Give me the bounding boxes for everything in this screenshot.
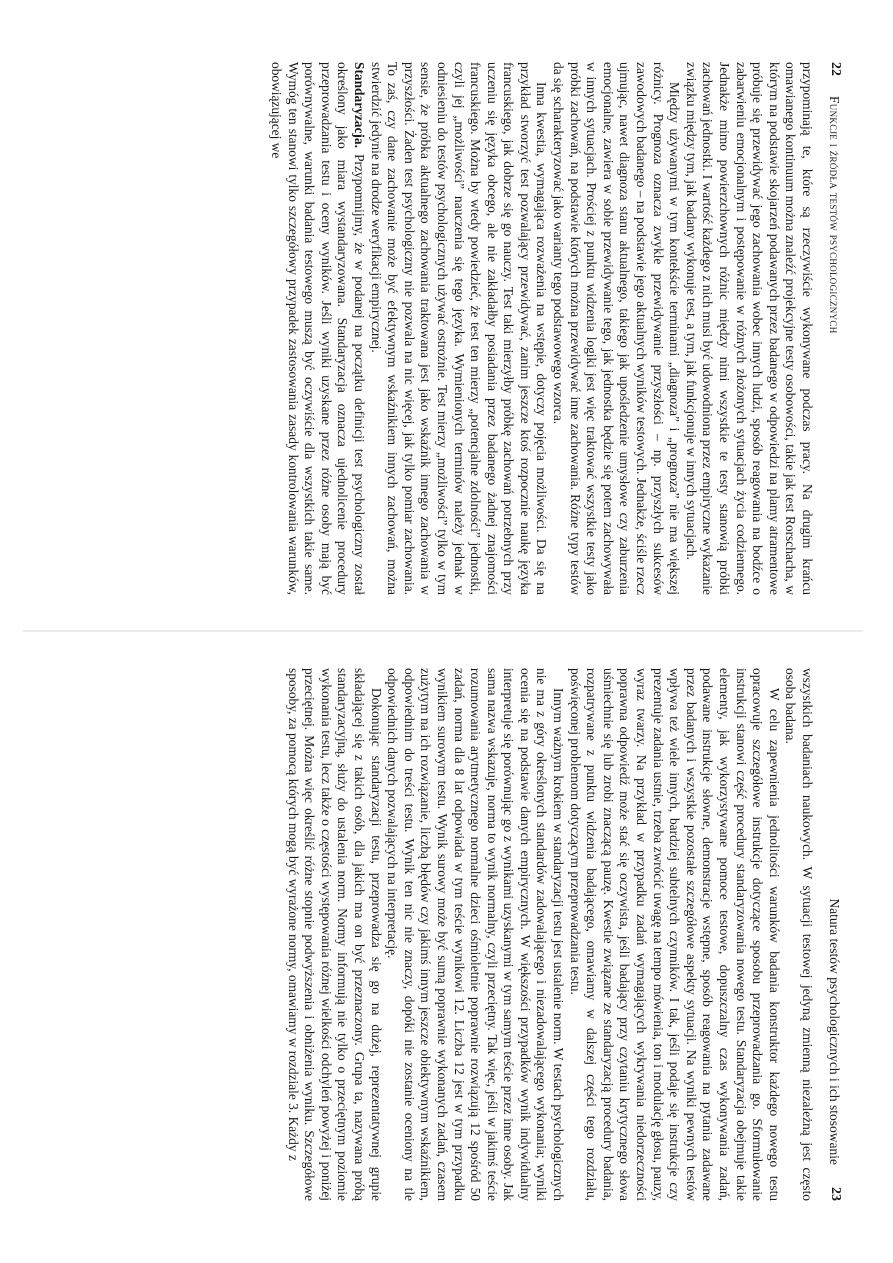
- running-head-left: [821, 62, 843, 595]
- body-paragraph: wszystkich badaniach naukowych. W sytuacji testowej jedyną zmienną niezależną jest często osoba badana.: [783, 668, 815, 1201]
- section-heading: Standaryzacja.: [351, 62, 367, 148]
- body-paragraph: Inna kwestia, wymagająca rozważenia na wstępie, dotyczy pojęcia możliwości. Da się na przykład stworzyć test pozwalający przewidywać, zanim jeszcze ktoś rozpocznie naukę języka francuskiego, jak dobrze się go nauczy. Test taki mierzyłby próbkę zachowań potrzebnych przy uczeniu się języka obcego, ale nie zakładałby posiadania przez badanego żadnej znajomości francuskiego. Można by wtedy powiedzieć, że test ten mierzy „potencjalne zdolności” jednostki, czyli jej „możliwości” nauczenia się tego języka. Wymienionych terminów należy jednak w odniesieniu do testów psychologicznych używać ostrożnie. Test mierzy „możliwości” tylko w tym sensie, że próbka aktualnego zachowania traktowana jest jako wskaźnik innego zachowania w przyszłości. Żaden test psychologiczny nie pozwala na nic więcej, jak tylko pomiar zachowania. To zaś, czy dane zachowanie może być efektywnym wskaźnikiem innych zachowań, można stwierdzić jedynie na drodze weryfikacji empirycznej.: [368, 62, 550, 595]
- running-head-right: [821, 668, 843, 1201]
- right-page: [0, 632, 893, 1263]
- running-head-title-right: Natura testów psychologicznych i ich stosowanie: [827, 898, 842, 1165]
- body-paragraph: Między używanymi w tym kontekście terminami „diagnoza” i „prognoza” nie ma większej różnicy. Prognoza oznacza zwykle przewidywanie przyszłości – np. przyszłych sukcesów zawodowych badanego – na podstawie jego aktualnych wyników testowych. Jednakże, ściśle rzecz ujmując, nawet diagnoza stanu aktualnego, takiego jak upośledzenie umysłowe czy zaburzenia emocjonalne, zawiera w sobie przewidywanie tego, jak jednostka będzie się potem zachowywała w innych sytuacjach. Prościej z punktu widzenia logiki jest więc traktować wszystkie testy jako próbki zachowań, na podstawie których można przewidywać inne zachowania. Różne typy testów da się scharakteryzować jako warianty tego podstawowego wzorca.: [551, 62, 683, 595]
- body-paragraph: Dokonując standaryzacji testu, przeprowadza się go na dużej, reprezentatywnej grupie składającej się z takich osób, dla jakich ma on być przeznaczony. Grupa ta, nazywana próbą standaryzacyjną, służy do ustalenia norm. Normy informują nie tylko o przeciętnym poziomie wykonania testu, lecz także o częstości występowania różnej wielkości odchyleń powyżej i poniżej przeciętnej. Można więc określić różne stopnie podwyższenia i obniżenia wyniku. Szczegółowe sposoby, za pomocą których mogą być wyrażone normy, omawiamy w rozdziale 3. Każdy z: [285, 668, 384, 1201]
- page-number-left: 22: [828, 62, 843, 76]
- running-head-title-left: Funkcje i źródła testów psychologicznych: [827, 96, 842, 334]
- section-paragraph: [267, 62, 367, 595]
- body-paragraph: Innym ważnym krokiem w standaryzacji testu jest ustalenie norm. W testach psychologicznych nie ma z góry określonych standardów zadowalającego i niezadowalającego wykonania; wyniki ocenia się na podstawie danych empirycznych. W większości przypadków wynik indywidualny interpretuje się porównując go z wynikami uzyskanymi w tym samym teście przez inne osoby. Jak sama nazwa wskazuje, norma to wynik normalny, czyli przeciętny. Tak więc, jeśli w jakimś teście rozumowania arytmetycznego normalne dzieci ośmioletnie poprawnie rozwiązują 12 spośród 50 zadań, norma dla 8 lat odpowiada w tym teście wynikowi 12. Liczba 12 jest w tym przypadku wynikiem surowym testu. Wynik surowy może być sumą poprawnie wykonanych zadań, czasem zużytym na ich rozwiązanie, liczbą błędów czy jakimś innym jeszcze obiektywnym wskaźnikiem, odpowiednim do treści testu. Wynik ten nic nie znaczy, dopóki nie zostanie oceniony na tle odpowiednich danych pozwalających na interpretację.: [385, 668, 567, 1201]
- left-page: [0, 0, 893, 631]
- page-number-right: 23: [828, 1187, 843, 1201]
- body-paragraph: przypominają te, które są rzeczywiście wykonywane podczas pracy. Na drugim krańcu omawianego kontinuum można znaleźć projekcyjne testy osobowości, takie jak test Rorschacha, w którym na podstawie skojarzeń podawanych przez badanego w odpowiedzi na plamy atramentowe próbuje się przewidywać jego zachowania wobec innych ludzi, sposób reagowania na bodźce o zabarwieniu emocjonalnym i postępowanie w różnych złożonych sytuacjach życia codziennego. Jednakże mimo powierzchownych różnic między nimi wszystkie te testy stanowią próbki zachowań jednostki. I wartość każdego z nich musi być udowodniona przez empiryczne wykazanie związku między tym, jak badany wykonuje test, a tym, jak funkcjonuje w innych sytuacjach.: [683, 62, 815, 595]
- body-paragraph: W celu zapewnienia jednolitości warunków badania konstruktor każdego nowego testu opracowuje szczegółowe instrukcje dotyczące sposobu przeprowadzania go. Sformułowanie instrukcji stanowi część procedury standaryzowania nowego testu. Standaryzacja obejmuje takie elementy, jak wykorzystywane pomoce testowe, dopuszczalny czas wykonywania zadań, podawane instrukcje słowne, demonstracje wstępne, sposób reagowania na pytania zadawane przez badanych i wszystkie pozostałe szczegółowe aspekty sytuacji. Na wyniki pewnych testów wpływa też wiele innych, bardziej subtelnych czynników. I tak, jeśli podaje się instrukcje czy prezentuje zadania ustnie, trzeba zwrócić uwagę na tempo mówienia, ton i modulację głosu, pauzy, wyraz twarzy. Na przykład w przypadku zadań wymagających wykrywania niedorzeczności poprawna odpowiedź może stać się oczywista, jeśli badający przy czytaniu krytycznego słowa uśmiechnie się lub zrobi znaczącą pauzę. Kwestie związane ze standaryzacją procedury badania, rozpatrywane z punktu widzenia badającego, omawiamy w dalszej części tego rozdziału, poświęconej problemom dotyczącym przeprowadzania testu.: [567, 668, 782, 1201]
- section-text: Przypomnijmy, że w podanej na początku definicji test psychologiczny został określony jako miara wystandaryzowana. Standaryzacja oznacza ujednolicenie procedury przeprowadzania testu i oceny wyników. Jeśli wyniki uzyskane przez różne osoby mają być porównywalne, warunki badania testowego muszą być oczywiście dla wszystkich takie same. Wymóg ten stanowi tylko szczegółowy przypadek zastosowania zasady kontrolowania warunków, obowiązującej we: [269, 62, 367, 595]
